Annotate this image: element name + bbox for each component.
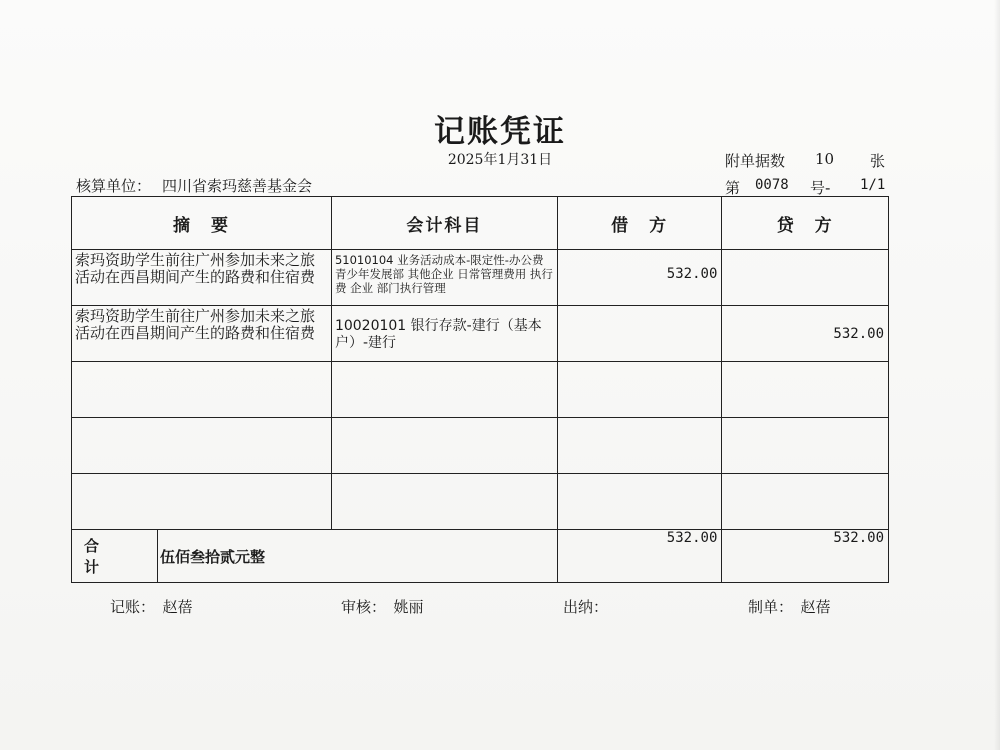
voucher-number-suffix: 号- [810, 179, 831, 197]
accounting-unit-name: 四川省索玛慈善基金会 [162, 177, 313, 195]
total-split [72, 530, 557, 582]
empty-cell [331, 418, 557, 474]
table-row-empty [72, 474, 889, 530]
empty-cell [331, 362, 557, 418]
signature-cashier: 出纳： [563, 598, 609, 616]
row-summary: 索玛资助学生前往广州参加未来之旅活动在西昌期间产生的路费和住宿费 [75, 251, 316, 286]
row-summary-cell [72, 250, 332, 306]
row-account: 10020101 银行存款-建行（基本户）-建行 [334, 318, 542, 351]
row-credit-cell [722, 306, 889, 362]
signature-accounting: 记账： 赵蓓 [110, 598, 193, 616]
row-account-cell [331, 306, 557, 362]
signature-review: 审核： 姚丽 [341, 598, 424, 616]
header-summary: 摘 要 [72, 197, 332, 250]
total-row [72, 530, 889, 583]
total-cell [72, 530, 558, 583]
row-debit [558, 306, 722, 322]
table-header-row [72, 197, 889, 250]
attachments-count: 10 [815, 150, 835, 168]
attachments-label: 附单据数 [725, 152, 786, 170]
row-account: 51010104 业务活动成本-限定性-办公费 青少年发展部 其他企业 日常管理费用 执行费 企业 部门执行管理 [334, 253, 553, 295]
empty-cell [72, 418, 332, 474]
empty-cell [72, 362, 332, 418]
total-label: 合 计 [72, 530, 158, 582]
total-credit-cell [722, 530, 889, 583]
header-credit: 贷 方 [722, 197, 889, 250]
row-debit-cell [557, 306, 722, 362]
row-credit [722, 250, 888, 270]
row-credit-cell [722, 250, 889, 306]
table-row [72, 250, 889, 306]
table-row [72, 306, 889, 362]
row-debit: 532.00 [666, 266, 718, 282]
empty-cell [722, 362, 889, 418]
row-debit-cell [557, 250, 722, 306]
total-debit: 532.00 [666, 530, 718, 546]
voucher-page: 1/1 [860, 177, 886, 193]
empty-cell [557, 474, 722, 530]
voucher-table [71, 196, 889, 583]
header-debit: 借 方 [557, 197, 722, 250]
total-amount-words: 伍佰叁拾贰元整 [160, 547, 266, 566]
table-row-empty [72, 418, 889, 474]
signature-maker: 制单： 赵蓓 [748, 598, 831, 616]
row-account-cell [331, 250, 557, 306]
table-row-empty [72, 362, 889, 418]
voucher-title: 记账凭证 [434, 114, 566, 150]
empty-cell [72, 474, 332, 530]
attachments-unit: 张 [870, 152, 886, 170]
voucher-date: 2025年1月31日 [447, 152, 553, 168]
total-debit-cell [557, 530, 722, 583]
scan-edge-shadow [994, 0, 1000, 750]
voucher-number: 0078 [755, 177, 789, 193]
voucher-number-prefix: 第 [725, 179, 741, 197]
row-summary-cell [72, 306, 332, 362]
row-credit: 532.00 [833, 326, 884, 342]
empty-cell [722, 418, 889, 474]
accounting-unit-label: 核算单位： [76, 177, 152, 195]
header-account: 会计科目 [331, 197, 557, 250]
empty-cell [331, 474, 557, 530]
total-credit: 532.00 [833, 530, 884, 546]
empty-cell [557, 362, 722, 418]
empty-cell [557, 418, 722, 474]
empty-cell [722, 474, 889, 530]
row-summary: 索玛资助学生前往广州参加未来之旅活动在西昌期间产生的路费和住宿费 [75, 307, 316, 342]
